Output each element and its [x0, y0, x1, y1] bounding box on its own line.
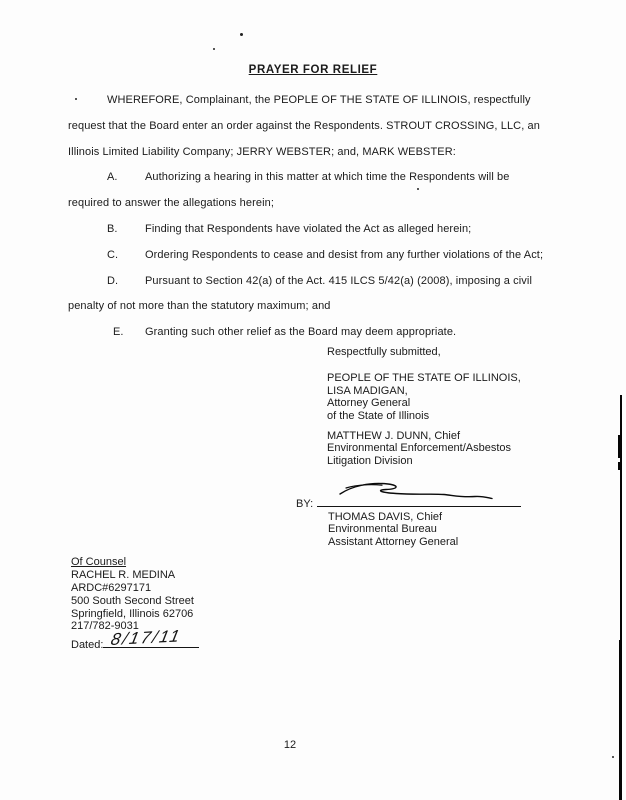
- org-line: PEOPLE OF THE STATE OF ILLINOIS,: [327, 372, 521, 385]
- signer-line: Assistant Attorney General: [328, 535, 459, 548]
- item-letter: C.: [107, 248, 119, 261]
- page-number: 12: [283, 739, 297, 751]
- body-line-text: Granting such other relief as the Board may deem appropriate.: [145, 326, 457, 339]
- counsel-line: ARDC#6297171: [71, 581, 152, 594]
- signer-line: Environmental Bureau: [328, 523, 437, 536]
- body-line: [68, 300, 564, 326]
- body-item-c: [68, 249, 564, 275]
- body-line-text: Pursuant to Section 42(a) of the Act. 415 ILCS 5/42(a) (2008), imposing a civil: [145, 274, 532, 287]
- of-counsel-heading: Of Counsel: [71, 556, 127, 568]
- scan-artifact-line: [618, 435, 622, 458]
- org-line: Attorney General: [327, 397, 411, 410]
- handwritten-date: 8/17/11: [109, 626, 184, 649]
- signature-line: [317, 494, 521, 507]
- item-letter: E.: [113, 326, 124, 339]
- item-letter: D.: [107, 274, 119, 287]
- org-line: LISA MADIGAN,: [327, 384, 408, 397]
- body-item-a: [68, 171, 564, 197]
- body-line-text: WHEREFORE, Complainant, the PEOPLE OF THE STATE OF ILLINOIS, respectfully: [107, 94, 531, 106]
- body-line: [68, 94, 564, 120]
- scan-artifact-line: [619, 640, 622, 800]
- body-line-text: Authorizing a hearing in this matter at which time the Respondents will be: [145, 171, 510, 184]
- by-row: [296, 494, 521, 510]
- body-text: [68, 94, 564, 352]
- item-letter: A.: [107, 171, 118, 184]
- scan-speck: [240, 33, 243, 36]
- page-title: PRAYER FOR RELIEF: [248, 64, 378, 76]
- body-line: [68, 120, 564, 146]
- body-line-text: required to answer the allegations herein;: [68, 197, 274, 210]
- org-line: of the State of Illinois: [327, 409, 430, 422]
- division-line: Litigation Division: [327, 454, 413, 467]
- scan-speck: [213, 48, 215, 50]
- body-line: [68, 197, 564, 223]
- of-counsel-block: [71, 556, 199, 651]
- body-item-b: [68, 223, 564, 249]
- signature-block: [327, 346, 521, 467]
- division-line: Environmental Enforcement/Asbestos: [327, 442, 512, 455]
- division-line: MATTHEW J. DUNN, Chief: [327, 429, 461, 442]
- scan-artifact-line: [618, 462, 621, 470]
- body-line-text: request that the Board enter an order against the Respondents. STROUT CROSSING, LLC, an: [68, 119, 540, 132]
- body-line-text: Finding that Respondents have violated the Act as alleged herein;: [145, 222, 472, 235]
- body-line-text: Illinois Limited Liability Company; JERRY WEBSTER; and, MARK WEBSTER:: [68, 145, 456, 158]
- counsel-line: RACHEL R. MEDINA: [71, 568, 176, 581]
- counsel-line: 217/782-9031: [71, 620, 139, 633]
- signer-line: THOMAS DAVIS, Chief: [328, 511, 443, 523]
- body-line-text: penalty of not more than the statutory maximum; and: [68, 300, 331, 313]
- dated-label: Dated:: [71, 638, 104, 651]
- body-line-text: Ordering Respondents to cease and desist from any further violations of the Act;: [145, 248, 544, 261]
- scan-speck: [612, 756, 614, 758]
- counsel-line: Springfield, Illinois 62706: [71, 607, 194, 620]
- by-label: BY:: [296, 498, 314, 510]
- attorney-general-lines: [327, 372, 521, 422]
- salutation: Respectfully submitted,: [327, 346, 441, 358]
- item-letter: B.: [107, 222, 118, 235]
- signer-block: [328, 511, 458, 548]
- dated-line: [103, 626, 199, 649]
- division-lines: [327, 430, 521, 467]
- body-item-d: [68, 275, 564, 301]
- body-line: [68, 146, 564, 172]
- counsel-line: 500 South Second Street: [71, 594, 194, 607]
